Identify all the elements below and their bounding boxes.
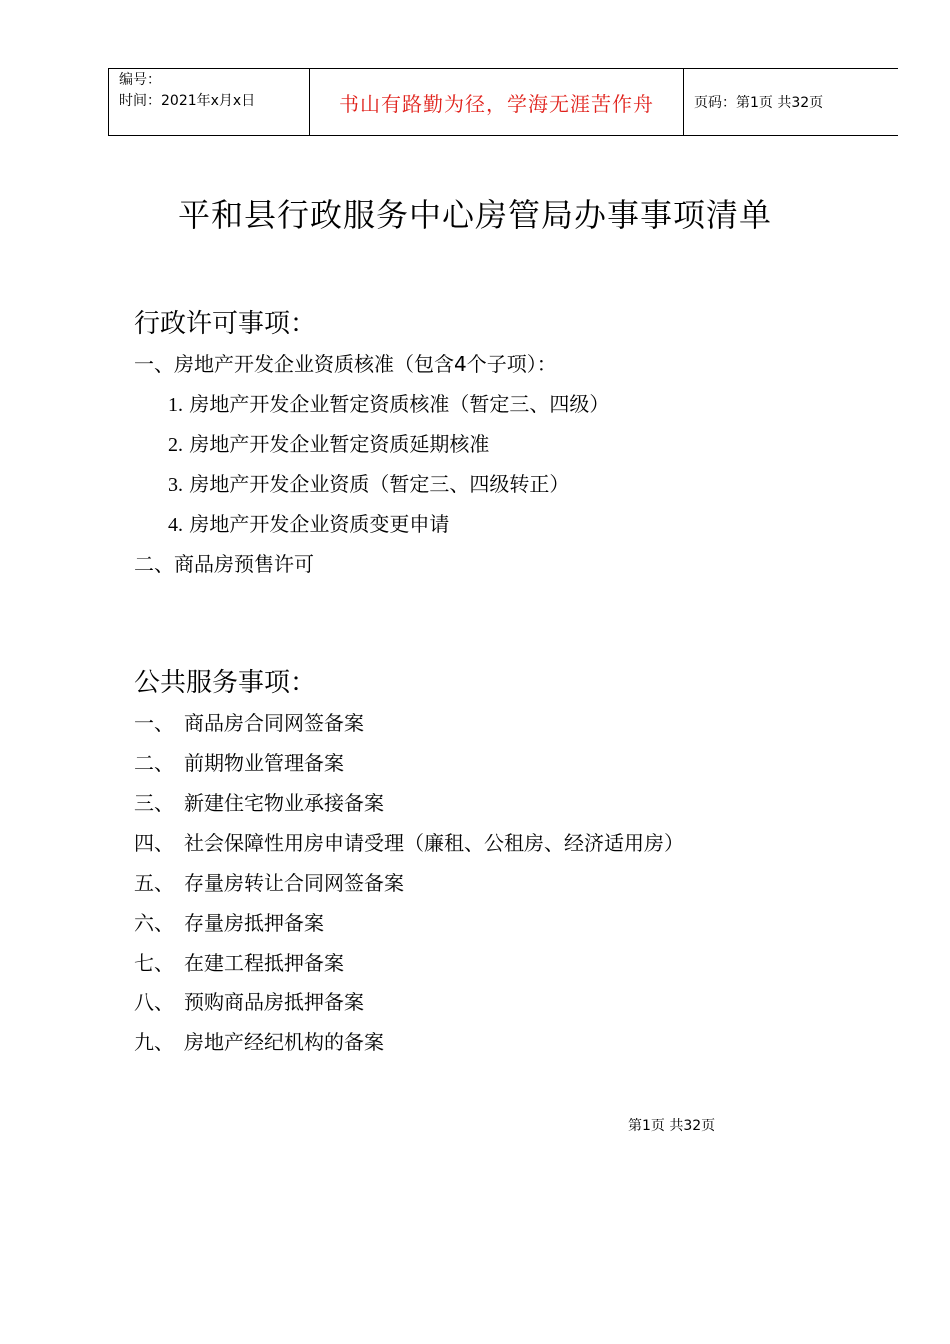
admin-subitem-2: [168, 428, 489, 457]
subitem-text: 房地产开发企业暂定资质核准（暂定三、四级）: [189, 392, 610, 416]
footer-page-info: 第1页 共32页: [628, 1118, 716, 1134]
public-item-numeral: 九、: [134, 1030, 174, 1054]
document-title: 平和县行政服务中心房管局办事事项清单: [177, 196, 772, 234]
public-item: [134, 827, 684, 856]
admin-subitem-3: [168, 468, 569, 497]
public-item: [134, 907, 324, 936]
document-date: 时间：2021年x月x日: [119, 93, 256, 109]
admin-section-heading: 行政许可事项：: [134, 309, 317, 339]
subitem-text: 房地产开发企业资质变更申请: [189, 512, 450, 536]
subitem-number: 3.: [168, 474, 183, 496]
header-motto-cell: [310, 69, 684, 135]
header-meta-cell: [109, 69, 310, 135]
admin-item-1: 一、房地产开发企业资质核准（包含4个子项）：: [134, 352, 557, 376]
subitem-number: 4.: [168, 514, 183, 536]
subitem-text: 房地产开发企业暂定资质延期核准: [189, 432, 490, 456]
document-number: 编号：: [119, 72, 161, 88]
public-item-numeral: 二、: [134, 751, 174, 775]
public-item-numeral: 八、: [134, 990, 174, 1014]
public-item-text: 在建工程抵押备案: [184, 951, 344, 975]
public-item: [134, 986, 364, 1015]
public-item-text: 前期物业管理备案: [184, 751, 344, 775]
public-item: [134, 787, 384, 816]
public-item-numeral: 四、: [134, 831, 174, 855]
admin-subitem-1: [168, 388, 609, 417]
public-item-text: 存量房抵押备案: [184, 911, 324, 935]
header-page-info: 页码：第1页 共32页: [694, 95, 824, 111]
public-item-numeral: 五、: [134, 871, 174, 895]
public-item: [134, 707, 364, 736]
public-item-text: 预购商品房抵押备案: [184, 990, 364, 1014]
public-item-text: 商品房合同网签备案: [184, 711, 364, 735]
subitem-text: 房地产开发企业资质（暂定三、四级转正）: [189, 472, 570, 496]
subitem-number: 1.: [168, 394, 183, 416]
public-item-text: 社会保障性用房申请受理（廉租、公租房、经济适用房）: [184, 831, 684, 855]
public-item: [134, 747, 344, 776]
header-page-cell: [684, 69, 899, 135]
public-item: [134, 867, 404, 896]
public-item-numeral: 一、: [134, 711, 174, 735]
public-item: [134, 1026, 384, 1055]
public-item-numeral: 七、: [134, 951, 174, 975]
subitem-number: 2.: [168, 434, 183, 456]
motto-text: 书山有路勤为径，学海无涯苦作舟: [339, 91, 654, 116]
public-section-heading: 公共服务事项：: [134, 668, 317, 698]
admin-item-2: 二、商品房预售许可: [134, 552, 314, 576]
admin-subitem-4: [168, 508, 449, 537]
public-item: [134, 947, 344, 976]
public-item-text: 房地产经纪机构的备案: [184, 1030, 384, 1054]
header-table: [108, 68, 898, 136]
public-item-numeral: 三、: [134, 791, 174, 815]
public-item-text: 新建住宅物业承接备案: [184, 791, 384, 815]
public-item-text: 存量房转让合同网签备案: [184, 871, 404, 895]
public-item-numeral: 六、: [134, 911, 174, 935]
